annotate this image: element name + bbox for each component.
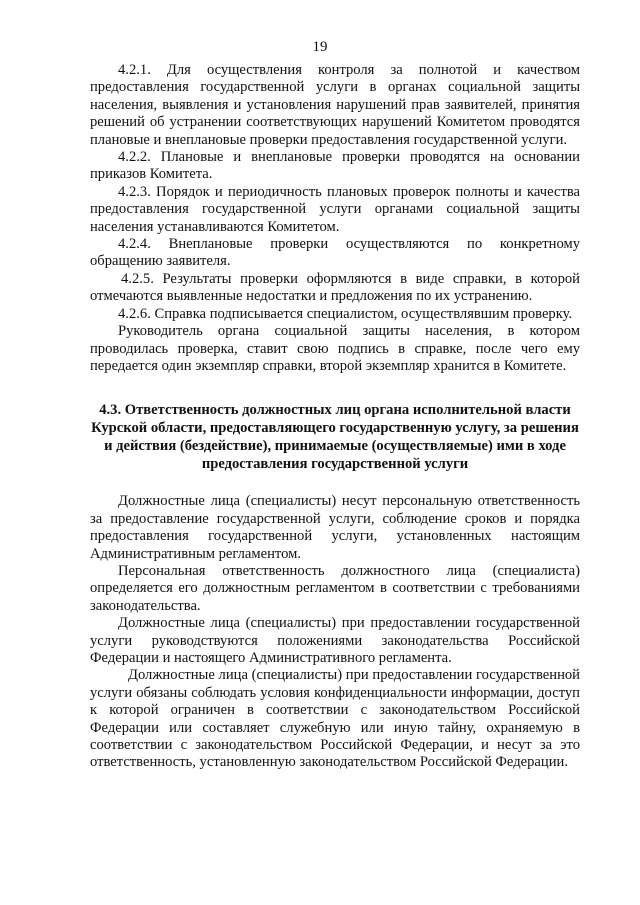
page-content xyxy=(90,62,580,772)
page-number: 19 xyxy=(312,39,328,55)
paragraph-4-2-3: 4.2.3. Порядок и периодичность плановых проверок полноты и качества предоставления государственной услуги органами социальной защиты населения устанавливаются Комитетом. xyxy=(90,183,580,235)
paragraph-head-signature: Руководитель органа социальной защиты населения, в котором проводилась проверка, ставит свою подпись в справке, после чего ему передается один экземпляр справки, второй экземпляр хранится в Комитете. xyxy=(90,323,580,374)
heading-spacer xyxy=(90,473,580,493)
paragraph-4-2-2: 4.2.2. Плановые и внеплановые проверки проводятся на основании приказов Комитета. xyxy=(90,149,580,183)
section-spacer xyxy=(90,375,580,401)
paragraph-legislation-guidance: Должностные лица (специалисты) при предоставлении государственной услуги руководствуются положениями законодательства Российской Федерации и настоящего Административного регламента. xyxy=(90,615,580,666)
paragraph-4-2-6: 4.2.6. Справка подписывается специалистом, осуществлявшим проверку. xyxy=(118,305,573,322)
paragraph-job-regulation: Персональная ответственность должностного лица (специалиста) определяется его должностным регламентом в соответствии с требованиями законодательства. xyxy=(90,562,580,614)
paragraph-confidentiality: Должностные лица (специалисты) при предоставлении государственной услуги обязаны соблюдать условия конфиденциальности информации, доступ к которой ограничен в соответствии с законодательством Российской Федерации или составляет служебную или иную тайну, охраняемую в соответствии с законодательством Российской Федерации, и несут за это ответственность, установленную законодательством Российской Федерации. xyxy=(90,667,580,771)
paragraph-4-2-5: 4.2.5. Результаты проверки оформляются в виде справки, в которой отмечаются выявленные недостатки и предложения по их устранению. xyxy=(90,270,580,305)
paragraph-4-2-1: 4.2.1. Для осуществления контроля за полнотой и качеством предоставления государственной услуги в органах социальной защиты населения, выявления и установления нарушений прав заявителей, принятия решений об устранении соответствующих нарушений Комитетом проводятся плановые и внеплановые проверки предоставления государственной услуги. xyxy=(90,62,580,148)
paragraph-4-2-4: 4.2.4. Внеплановые проверки осуществляются по конкретному обращению заявителя. xyxy=(90,236,580,270)
section-heading-4-3: 4.3. Ответственность должностных лиц органа исполнительной власти Курской области, предоставляющего государственную услугу, за решения и действия (бездействие), принимаемые (осуществляемые) ими в ходе предоставления государственной услуги xyxy=(91,402,579,473)
paragraph-personal-responsibility: Должностные лица (специалисты) несут персональную ответственность за предоставление государственной услуги, соблюдение сроков и порядка предоставления государственной услуги, установленных настоящим Административным регламентом. xyxy=(90,493,580,562)
